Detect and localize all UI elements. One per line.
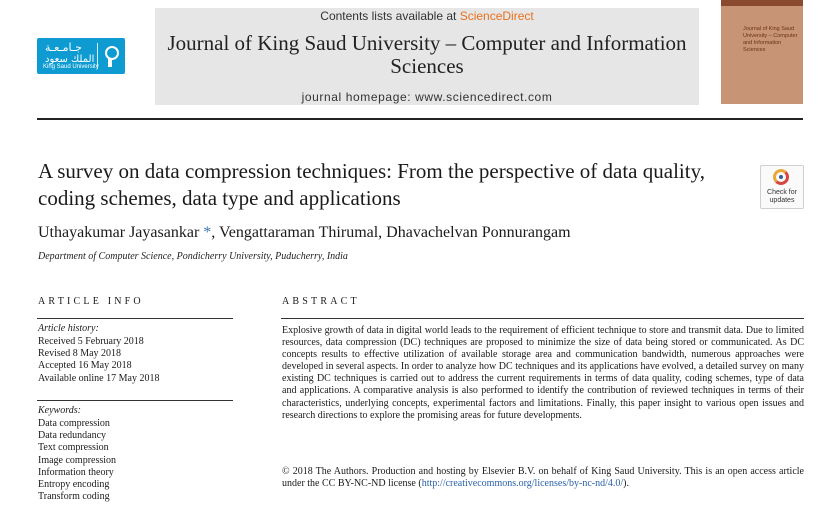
logo-arabic-line2: الملك سعود bbox=[45, 54, 95, 65]
keyword-item: Text compression bbox=[38, 442, 109, 454]
ksu-emblem-icon bbox=[97, 43, 120, 69]
journal-cover-image[interactable] bbox=[721, 0, 803, 104]
check-for-updates-badge[interactable] bbox=[760, 165, 804, 209]
journal-title: Journal of King Saud University – Computer and Information Sciences bbox=[167, 31, 687, 78]
journal-homepage[interactable]: journal homepage: www.sciencedirect.com bbox=[301, 90, 553, 104]
keywords-label: Keywords: bbox=[38, 405, 81, 416]
abstract-heading: ABSTRACT bbox=[282, 296, 360, 307]
article-title: A survey on data compression techniques: From the perspective of data quality, coding schemes, data type and applications bbox=[38, 159, 705, 210]
history-online: Available online 17 May 2018 bbox=[38, 372, 160, 384]
logo-arabic-line1: جـامـعـة bbox=[45, 41, 82, 54]
keyword-item: Data redundancy bbox=[38, 430, 107, 442]
article-info-heading: ARTICLE INFO bbox=[38, 296, 144, 307]
copyright-prefix: © 2018 The Authors. Production and hosting by Elsevier B.V. on behalf of King Saud University. This is an open access article under the CC BY-NC-ND license ( bbox=[282, 466, 804, 490]
check-updates-label: Check for updates bbox=[767, 189, 797, 204]
license-link[interactable]: http://creativecommons.org/licenses/by-nc-nd/4.0/ bbox=[421, 478, 624, 490]
keyword-item: Data compression bbox=[38, 418, 110, 429]
history-revised: Revised 8 May 2018 bbox=[38, 348, 122, 360]
keyword-item: Information theory bbox=[38, 466, 114, 478]
contents-prefix: Contents lists available at bbox=[320, 9, 460, 23]
abstract-text: Explosive growth of data in digital world leads to the requirement of efficient technique to store and transmit data. Due to limited resources, data compression (DC) techniques are proposed to minimize the size of data being stored or communicated. As DC concepts results to effective utilization of available storage area and communication bandwidth, numerous approaches were developed in several aspects. In order to analyze how DC techniques and its applications have evolved, a detailed survey on many existing DC techniques is carried out to address the current requirements in terms of data quality, coding schemes, type of data and applications. A comparative analysis is also performed to identify the contribution of reviewed techniques in terms of their characteristics, underlying concepts, experimental factors and limitations. Finally, this paper insight to various open issues and research directions to explore the promising areas for future developments. bbox=[282, 325, 804, 421]
cover-text: Journal of King Saud University – Computer and Information Sciences bbox=[743, 26, 798, 53]
contents-line bbox=[155, 9, 699, 23]
copyright-notice bbox=[282, 466, 804, 490]
history-received: Received 5 February 2018 bbox=[38, 336, 144, 347]
affiliation: Department of Computer Science, Pondicherry University, Puducherry, India bbox=[38, 251, 348, 262]
logo-english: King Saud University bbox=[43, 64, 99, 70]
header-divider bbox=[37, 118, 803, 120]
author-first[interactable]: Uthayakumar Jayasankar bbox=[38, 224, 200, 241]
keyword-item: Transform coding bbox=[38, 491, 110, 503]
history-label: Article history: bbox=[38, 323, 99, 334]
keyword-item: Entropy encoding bbox=[38, 479, 110, 491]
copyright-suffix: ). bbox=[623, 478, 629, 490]
abstract-rule bbox=[281, 318, 804, 319]
author-list bbox=[38, 224, 571, 242]
author-rest: , Vengattaraman Thirumal, Dhavachelvan Ponnurangam bbox=[211, 224, 571, 241]
article-info-rule bbox=[37, 318, 233, 319]
history-accepted: Accepted 16 May 2018 bbox=[38, 360, 132, 372]
crossmark-icon bbox=[773, 169, 789, 185]
sciencedirect-link[interactable]: ScienceDirect bbox=[459, 9, 534, 23]
ksu-logo bbox=[37, 38, 125, 74]
journal-banner bbox=[155, 8, 699, 105]
corresponding-author-mark[interactable]: * bbox=[203, 224, 212, 241]
keywords-rule bbox=[37, 400, 233, 401]
keywords-list bbox=[38, 418, 116, 503]
keyword-item: Image compression bbox=[38, 454, 117, 466]
history-list bbox=[38, 336, 159, 385]
